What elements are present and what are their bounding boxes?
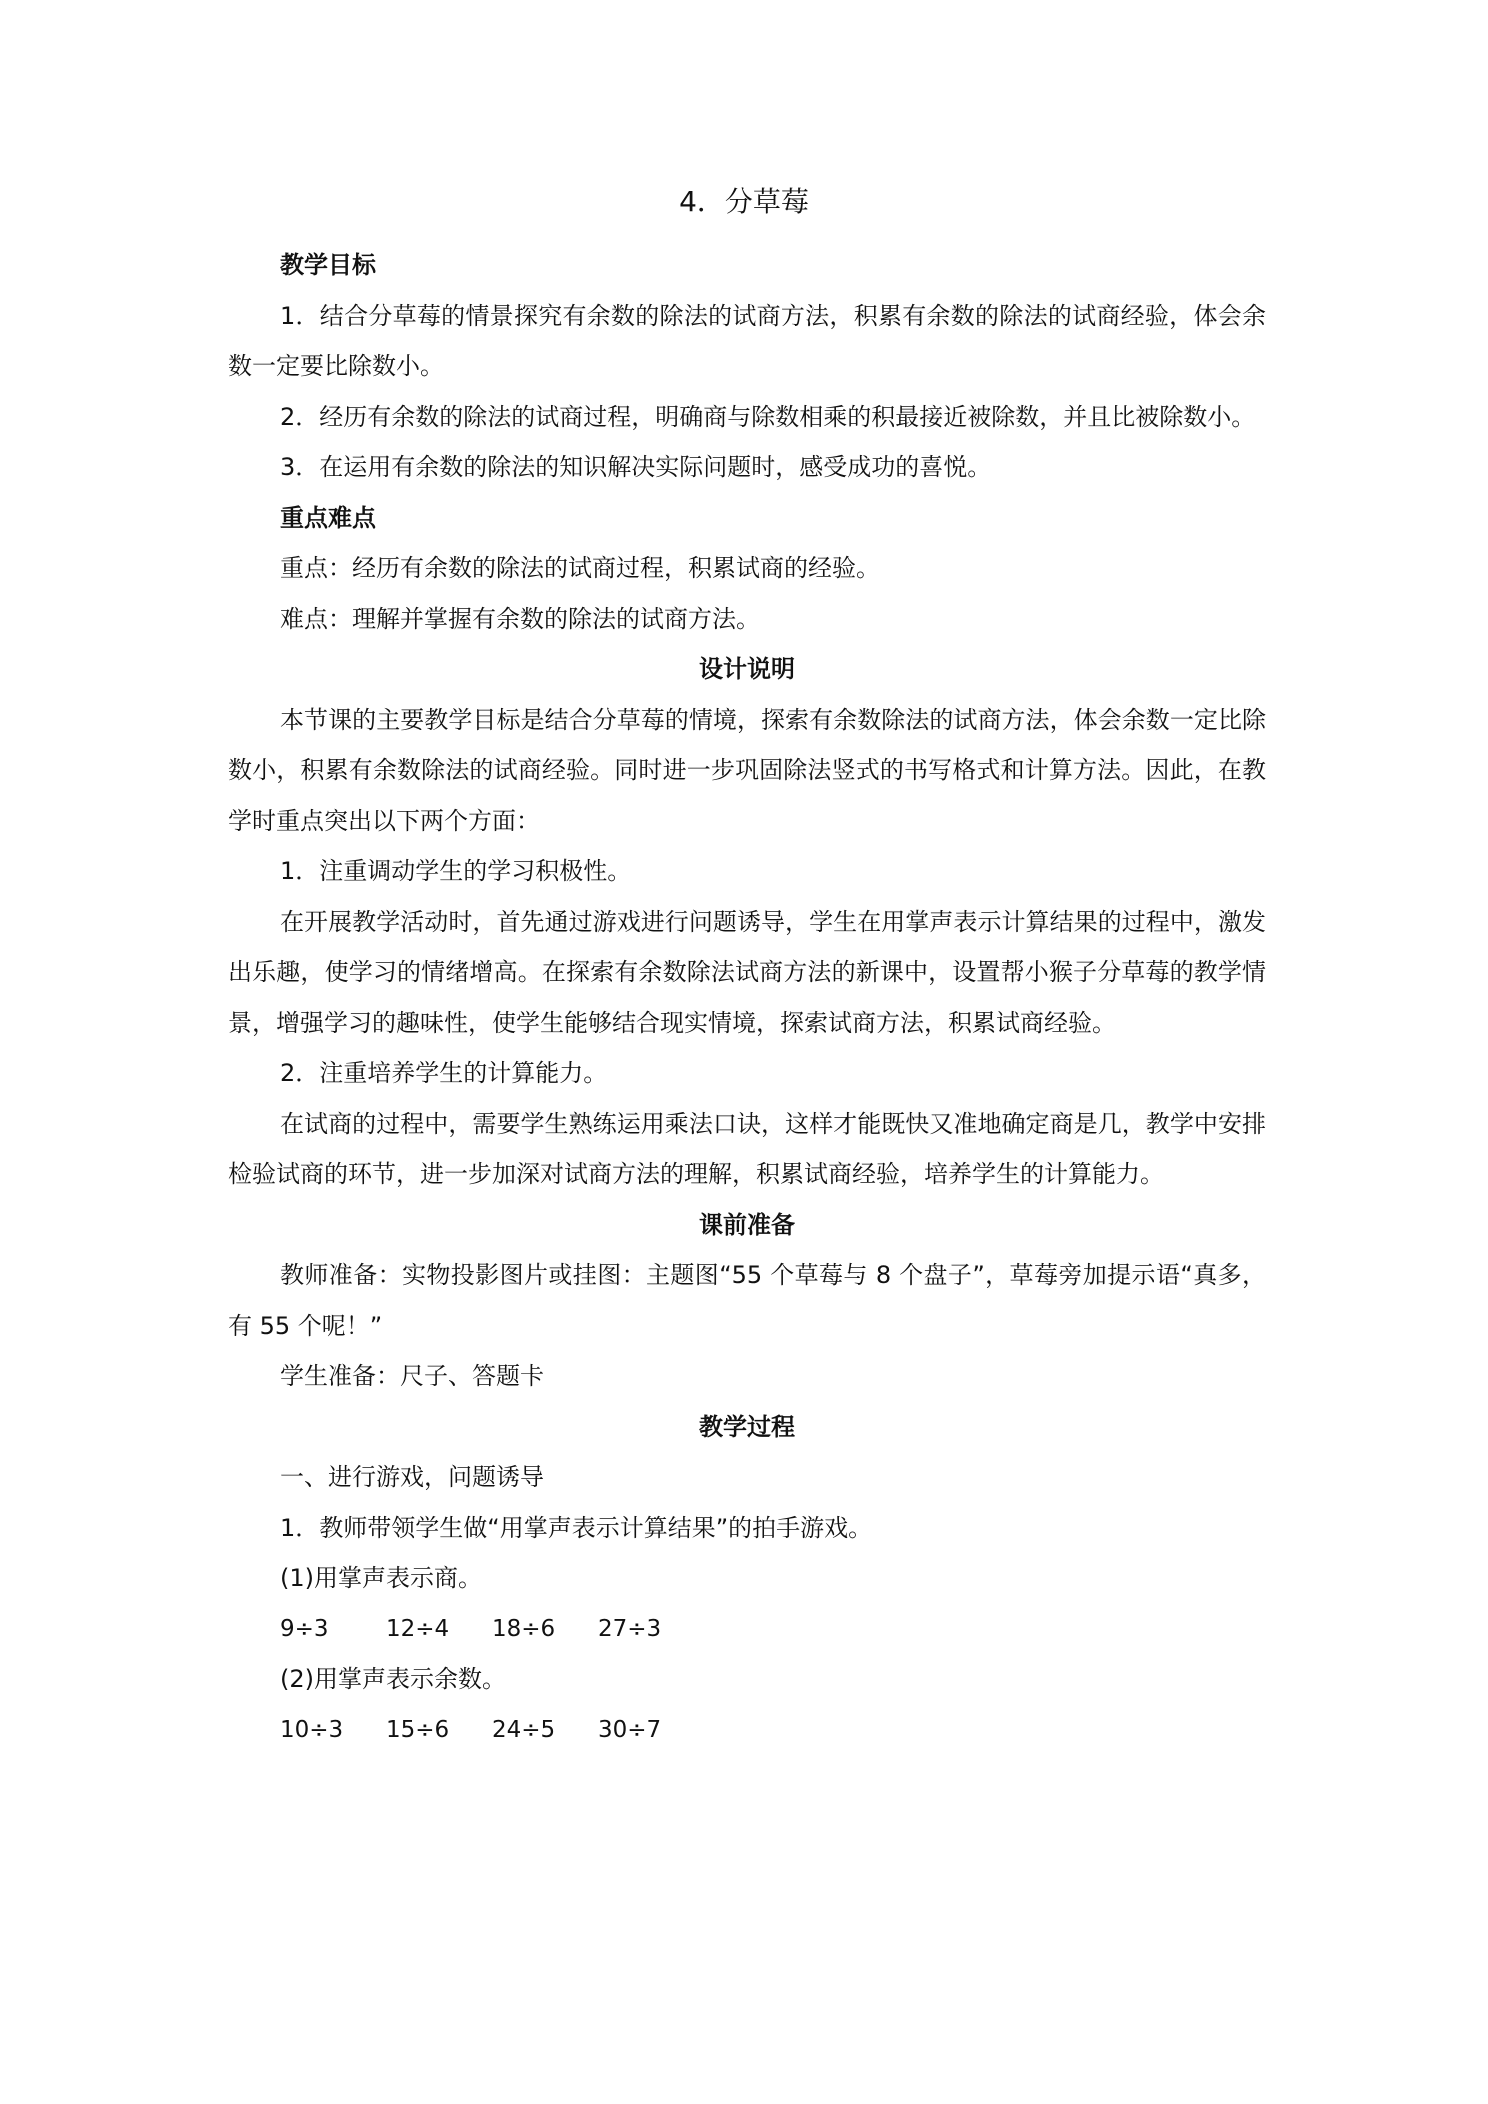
design-intro: 本节课的主要教学目标是结合分草莓的情境，探索有余数除法的试商方法，体会余数一定比除数小，积累有余数除法的试商经验。同时进一步巩固除法竖式的书写格式和计算方法。因此，在教学时重点突出以下两个方面： [228, 705, 1266, 835]
process-sub1: (1)用掌声表示商。 [280, 1564, 482, 1592]
design-point1-title: 1．注重调动学生的学习积极性。 [280, 857, 632, 885]
focus-text: 重点：经历有余数的除法的试商过程，积累试商的经验。 [280, 554, 880, 582]
expression: 27÷3 [598, 1615, 662, 1642]
expression: 12÷4 [386, 1615, 450, 1642]
design-heading: 设计说明 [699, 655, 795, 683]
process-sub2: (2)用掌声表示余数。 [280, 1665, 506, 1693]
document-content [228, 240, 1266, 1755]
expression: 15÷6 [386, 1716, 450, 1743]
expression: 10÷3 [280, 1716, 344, 1743]
process-heading: 教学过程 [699, 1412, 795, 1441]
sub1-expressions [228, 1604, 1266, 1655]
expression: 24÷5 [492, 1716, 556, 1743]
design-point1-text: 在开展教学活动时，首先通过游戏进行问题诱导，学生在用掌声表示计算结果的过程中，激发出乐趣，使学习的情绪增高。在探索有余数除法试商方法的新课中，设置帮小猴子分草莓的教学情景，增强学习的趣味性，使学生能够结合现实情境，探索试商方法，积累试商经验。 [228, 907, 1266, 1037]
expression: 30÷7 [598, 1716, 662, 1743]
goal-item-2: 2．经历有余数的除法的试商过程，明确商与除数相乘的积最接近被除数，并且比被除数小。 [280, 402, 1256, 431]
expression: 18÷6 [492, 1615, 556, 1642]
design-point2-title: 2．注重培养学生的计算能力。 [280, 1059, 608, 1087]
goal-item-1: 1．结合分草莓的情景探究有余数的除法的试商方法，积累有余数的除法的试商经验，体会余数一定要比除数小。 [228, 301, 1266, 380]
goal-item-3: 3．在运用有余数的除法的知识解决实际问题时，感受成功的喜悦。 [280, 453, 992, 481]
sub2-expressions [228, 1705, 1266, 1756]
expression: 9÷3 [280, 1615, 329, 1642]
goals-heading: 教学目标 [280, 251, 376, 279]
preparation-heading: 课前准备 [699, 1210, 795, 1239]
process-step1: 一、进行游戏，问题诱导 [280, 1463, 544, 1491]
design-point2-text: 在试商的过程中，需要学生熟练运用乘法口诀，这样才能既快又准地确定商是几，教学中安排检验试商的环节，进一步加深对试商方法的理解，积累试商经验，培养学生的计算能力。 [228, 1109, 1266, 1188]
student-preparation: 学生准备：尺子、答题卡 [280, 1362, 544, 1390]
keypoints-heading: 重点难点 [280, 503, 376, 532]
teacher-preparation: 教师准备：实物投影图片或挂图：主题图“55 个草莓与 8 个盘子”，草莓旁加提示语“真多，有 55 个呢！” [228, 1261, 1266, 1340]
process-step1-item: 1．教师带领学生做“用掌声表示计算结果”的拍手游戏。 [280, 1513, 873, 1542]
document-title: 4．分草莓 [679, 185, 809, 218]
difficulty-text: 难点：理解并掌握有余数的除法的试商方法。 [280, 604, 760, 633]
